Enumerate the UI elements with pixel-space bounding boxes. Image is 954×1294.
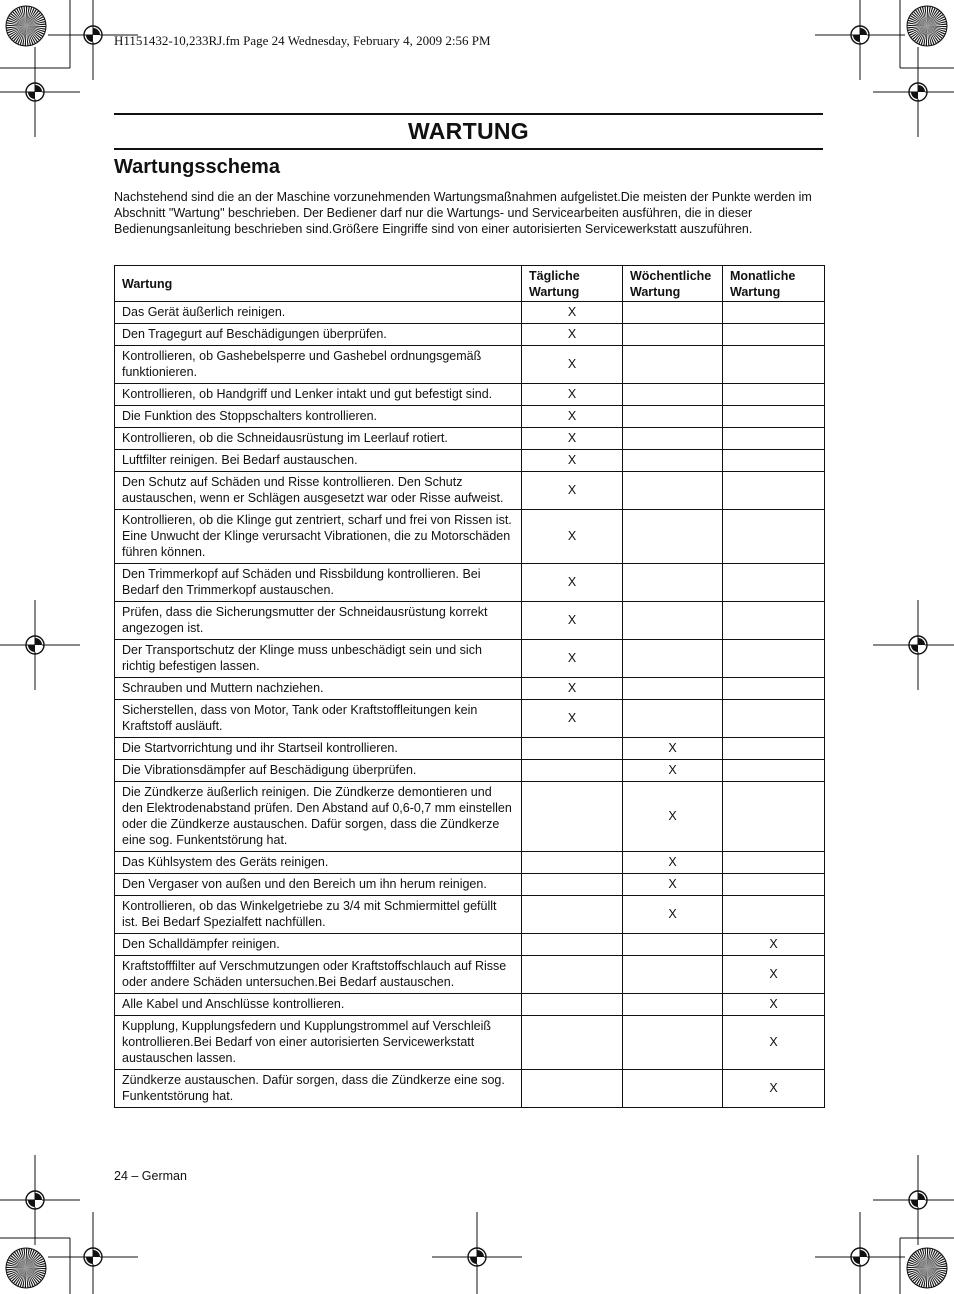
monthly-cell: X [723,1016,825,1070]
task-cell: Den Schalldämpfer reinigen. [115,934,522,956]
monthly-cell: X [723,956,825,994]
monthly-cell [723,302,825,324]
daily-cell: X [522,700,623,738]
monthly-cell [723,700,825,738]
print-header: H1151432-10,233RJ.fm Page 24 Wednesday, February 4, 2009 2:56 PM [114,33,491,48]
weekly-cell [623,678,723,700]
task-cell: Der Transportschutz der Klinge muss unbeschädigt sein und sich richtig befestigen lassen. [115,640,522,678]
daily-cell [522,1016,623,1070]
page-footer: 24 – German [114,1169,187,1183]
daily-cell: X [522,602,623,640]
registration-mark [0,600,80,690]
color-wheel-mark [6,6,46,46]
daily-cell [522,934,623,956]
header-monthly: Monatliche Wartung [723,266,825,302]
weekly-cell [623,1070,723,1108]
task-cell: Kupplung, Kupplungsfedern und Kupplungstrommel auf Verschleiß kontrollieren.Bei Bedarf von einer autorisierten Servicewerkstatt austauschen lassen. [115,1016,522,1070]
weekly-cell [623,564,723,602]
monthly-cell [723,564,825,602]
registration-mark [0,47,80,137]
daily-cell [522,896,623,934]
registration-mark [873,1155,954,1245]
daily-cell: X [522,678,623,700]
monthly-cell [723,472,825,510]
task-cell: Das Gerät äußerlich reinigen. [115,302,522,324]
monthly-cell [723,896,825,934]
task-cell: Den Vergaser von außen und den Bereich um ihn herum reinigen. [115,874,522,896]
daily-cell [522,956,623,994]
daily-cell [522,782,623,852]
registration-mark [48,1212,138,1294]
table-row [115,564,825,602]
daily-cell: X [522,346,623,384]
table-row [115,760,825,782]
daily-cell: X [522,324,623,346]
weekly-cell [623,934,723,956]
daily-cell [522,994,623,1016]
chapter-title: WARTUNG [408,118,529,144]
daily-cell [522,760,623,782]
weekly-cell [623,640,723,678]
daily-cell: X [522,472,623,510]
registration-mark [815,1212,905,1294]
table-row [115,406,825,428]
task-cell: Das Kühlsystem des Geräts reinigen. [115,852,522,874]
monthly-cell [723,874,825,896]
table-row [115,510,825,564]
monthly-cell [723,384,825,406]
monthly-cell [723,640,825,678]
task-cell: Den Trimmerkopf auf Schäden und Rissbildung kontrollieren. Bei Bedarf den Trimmerkopf austauschen. [115,564,522,602]
weekly-cell [623,324,723,346]
weekly-cell [623,602,723,640]
daily-cell: X [522,428,623,450]
daily-cell: X [522,564,623,602]
weekly-cell: X [623,896,723,934]
weekly-cell [623,346,723,384]
task-cell: Kraftstofffilter auf Verschmutzungen oder Kraftstoffschlauch auf Risse oder andere Schäden untersuchen.Bei Bedarf austauschen. [115,956,522,994]
monthly-cell [723,782,825,852]
task-cell: Sicherstellen, dass von Motor, Tank oder Kraftstoffleitungen kein Kraftstoff ausläuft. [115,700,522,738]
monthly-cell [723,428,825,450]
weekly-cell [623,450,723,472]
table-row [115,934,825,956]
weekly-cell [623,472,723,510]
task-cell: Die Vibrationsdämpfer auf Beschädigung überprüfen. [115,760,522,782]
monthly-cell [723,678,825,700]
color-wheel-mark [6,1248,46,1288]
table-row [115,324,825,346]
monthly-cell [723,406,825,428]
table-row [115,472,825,510]
daily-cell [522,874,623,896]
daily-cell [522,852,623,874]
weekly-cell: X [623,874,723,896]
table-row [115,302,825,324]
task-cell: Die Funktion des Stoppschalters kontrollieren. [115,406,522,428]
table-row [115,602,825,640]
monthly-cell [723,738,825,760]
weekly-cell: X [623,760,723,782]
title-rule-top [114,113,823,115]
registration-mark [873,47,954,137]
monthly-cell [723,602,825,640]
table-row [115,738,825,760]
monthly-cell [723,450,825,472]
task-cell: Kontrollieren, ob Gashebelsperre und Gashebel ordnungsgemäß funktionieren. [115,346,522,384]
title-rule-bottom [114,148,823,150]
weekly-cell [623,994,723,1016]
task-cell: Die Zündkerze äußerlich reinigen. Die Zündkerze demontieren und den Elektrodenabstand prüfen. Den Abstand auf 0,6-0,7 mm einstellen oder die Zündkerze austauschen. Dafür sorgen, dass die Zündkerze eine sog. Funkentstörung hat. [115,782,522,852]
weekly-cell [623,1016,723,1070]
table-row [115,384,825,406]
task-cell: Den Tragegurt auf Beschädigungen überprüfen. [115,324,522,346]
table-row [115,428,825,450]
registration-mark [432,1212,522,1294]
daily-cell: X [522,510,623,564]
monthly-cell: X [723,934,825,956]
header-weekly: Wöchentliche Wartung [623,266,723,302]
monthly-cell [723,324,825,346]
daily-cell: X [522,384,623,406]
header-task: Wartung [115,266,522,302]
task-cell: Prüfen, dass die Sicherungsmutter der Schneidausrüstung korrekt angezogen ist. [115,602,522,640]
daily-cell: X [522,640,623,678]
task-cell: Schrauben und Muttern nachziehen. [115,678,522,700]
weekly-cell: X [623,738,723,760]
intro-paragraph: Nachstehend sind die an der Maschine vorzunehmenden Wartungsmaßnahmen aufgelistet.Die meisten der Punkte werden im Abschnitt "Wartung" beschrieben. Der Bediener darf nur die Wartungs- und Servicearbeiten ausführen, die in dieser Bedienungsanleitung beschrieben sind.Größere Eingriffe sind von einer autorisierten Servicewerkstatt auszuführen. [114,190,812,236]
task-cell: Zündkerze austauschen. Dafür sorgen, dass die Zündkerze eine sog. Funkentstörung hat. [115,1070,522,1108]
section-title: Wartungsschema [114,156,280,178]
table-row [115,782,825,852]
color-wheel-mark [907,1248,947,1288]
table-row [115,1016,825,1070]
task-cell: Kontrollieren, ob das Winkelgetriebe zu 3/4 mit Schmiermittel gefüllt ist. Bei Bedarf Spezialfett nachfüllen. [115,896,522,934]
maintenance-table [114,265,825,1108]
daily-cell: X [522,406,623,428]
table-row [115,450,825,472]
daily-cell [522,1070,623,1108]
weekly-cell [623,956,723,994]
registration-mark [873,600,954,690]
header-daily: Tägliche Wartung [522,266,623,302]
table-row [115,874,825,896]
task-cell: Kontrollieren, ob die Klinge gut zentriert, scharf und frei von Rissen ist. Eine Unwucht der Klinge verursacht Vibrationen, die zu Motorschäden führen können. [115,510,522,564]
monthly-cell [723,346,825,384]
task-cell: Die Startvorrichtung und ihr Startseil kontrollieren. [115,738,522,760]
monthly-cell [723,510,825,564]
table-row [115,1070,825,1108]
table-header-row [115,266,825,302]
weekly-cell [623,406,723,428]
table-row [115,640,825,678]
weekly-cell: X [623,782,723,852]
table-row [115,346,825,384]
table-row [115,700,825,738]
monthly-cell [723,852,825,874]
registration-mark [815,0,905,80]
registration-mark [0,1155,80,1245]
task-cell: Luftfilter reinigen. Bei Bedarf austauschen. [115,450,522,472]
task-cell: Den Schutz auf Schäden und Risse kontrollieren. Den Schutz austauschen, wenn er Schlägen ausgesetzt war oder Risse aufweist. [115,472,522,510]
table-row [115,852,825,874]
daily-cell [522,738,623,760]
weekly-cell [623,384,723,406]
task-cell: Alle Kabel und Anschlüsse kontrollieren. [115,994,522,1016]
weekly-cell [623,428,723,450]
task-cell: Kontrollieren, ob Handgriff und Lenker intakt und gut befestigt sind. [115,384,522,406]
daily-cell: X [522,302,623,324]
monthly-cell: X [723,994,825,1016]
weekly-cell [623,510,723,564]
monthly-cell [723,760,825,782]
weekly-cell: X [623,852,723,874]
weekly-cell [623,700,723,738]
color-wheel-mark [907,6,947,46]
task-cell: Kontrollieren, ob die Schneidausrüstung im Leerlauf rotiert. [115,428,522,450]
table-row [115,956,825,994]
table-row [115,678,825,700]
weekly-cell [623,302,723,324]
table-row [115,896,825,934]
table-row [115,994,825,1016]
monthly-cell: X [723,1070,825,1108]
daily-cell: X [522,450,623,472]
